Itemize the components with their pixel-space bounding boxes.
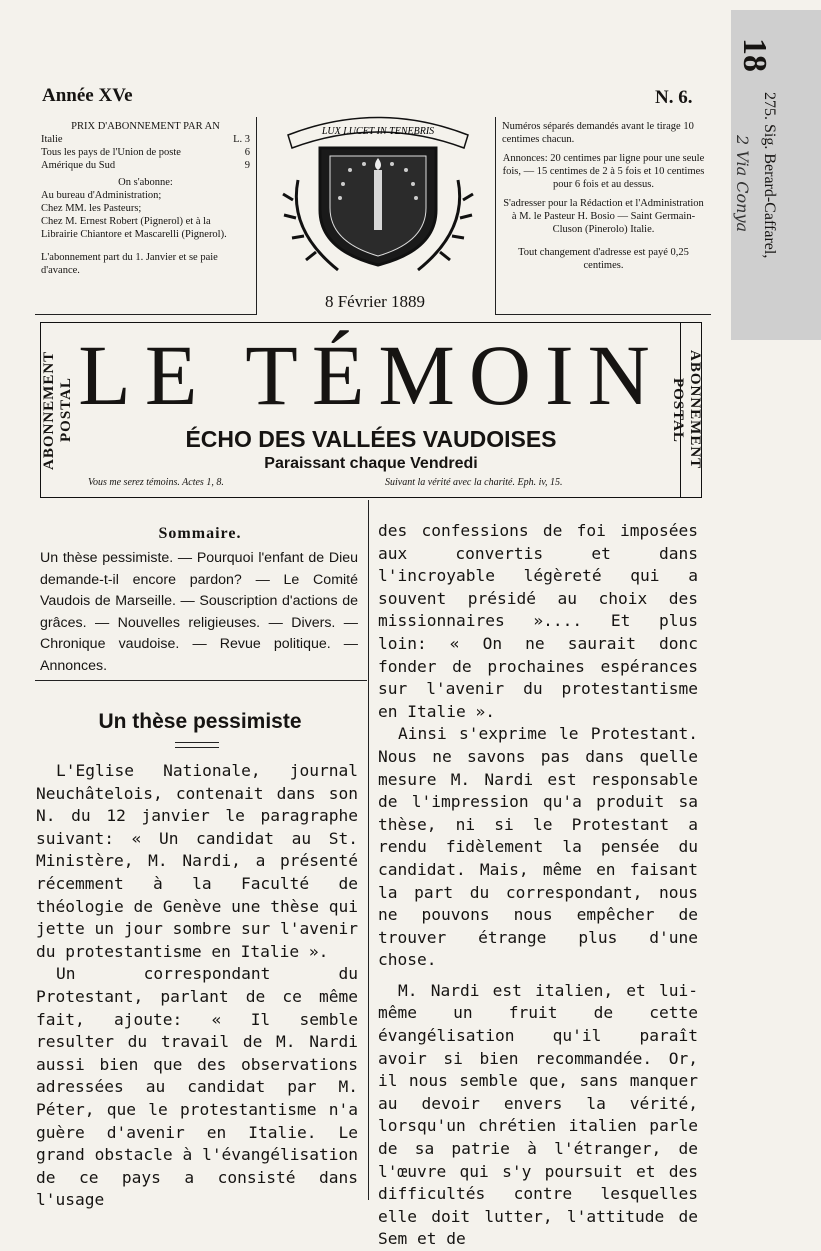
sommaire-heading: Sommaire. — [158, 525, 242, 542]
paragraph: Un correspondant du Protestant, parlant de ce même fait, ajoute: « Il semble resulter du travail de M. Nardi aussi bien que des observations adressées au candidat par M. Péter, que le protestantisme n'a guère d'avenir en Italie. Le grand obstacle à l'évangélisation de ce pays a consisté dans l'usage — [36, 964, 358, 1210]
motto-left: Vous me serez témoins. Actes 1, 8. — [88, 477, 224, 488]
strip-handwritten: 2 Via Conya — [733, 135, 752, 233]
subscribe-line: Chez M. Ernest Robert (Pignerol) et à la Librairie Chiantore et Mascarelli (Pignerol). — [41, 216, 227, 240]
subscription-footer: L'abonnement part du 1. Janvier et se paie d'avance. — [41, 252, 218, 276]
motto-right: Suivant la vérité avec la charité. Eph. iv, 15. — [385, 477, 563, 488]
price-row: Amérique du Sud 9 — [41, 160, 250, 171]
strip-number: 18 — [736, 38, 773, 72]
title-rule — [175, 742, 219, 748]
candle-icon — [374, 170, 382, 230]
side-label-right: ABONNEMENT POSTAL — [680, 322, 703, 498]
newspaper-subtitle: ÉCHO DES VALLÉES VAUDOISES — [185, 426, 557, 452]
price-row: Italie L. 3 — [41, 134, 250, 145]
issue-number: N. 6. — [655, 87, 693, 108]
price-row: Tous les pays de l'Union de poste 6 — [41, 147, 250, 158]
paragraph: M. Nardi est italien, et lui-même un fruit de cette évangélisation qu'il paraît avoir si bien recommandée. Or, il nous semble que, sans manquer au devoir envers la vérité, lorsqu'un chrétien italien parle de sa patrie à l'étranger, de l'œuvre qui s'y poursuit et des difficultés contre lesquelles elle doit lutter, l'attitude de Sem et de — [378, 980, 698, 1249]
article-column-1 — [36, 760, 358, 1212]
divider — [35, 680, 367, 681]
side-label-left: ABONNEMENT POSTAL — [40, 322, 63, 498]
column-divider — [368, 500, 369, 1200]
emblem-illustration — [268, 100, 488, 280]
newspaper-title: LE TÉMOIN — [78, 327, 664, 423]
subscribe-line: Chez MM. les Pasteurs; — [41, 203, 142, 214]
info-line: Numéros séparés demandés avant le tirage 10 centimes chacun. — [502, 121, 694, 145]
subscription-heading: PRIX D'ABONNEMENT PAR AN — [71, 121, 220, 132]
year-label: Année XVe — [42, 85, 133, 106]
info-line: Tout changement d'adresse est payé 0,25 centimes. — [518, 247, 689, 271]
article-column-2 — [378, 520, 698, 1251]
info-box — [495, 117, 711, 315]
subscription-box — [35, 117, 257, 315]
subscribe-line: Au bureau d'Administration; — [41, 190, 162, 201]
paragraph: Ainsi s'exprime le Protestant. Nous ne savons pas dans quelle mesure M. Nardi est responsable de l'impression qu'a produit sa thèse, ni si le Protestant a rendu fidèlement la pensée du candidat. Mais, même en faisant la part du correspondant, nous ne pouvons nous empêcher de trouver étrange plus d'une chose. — [378, 724, 698, 970]
paragraph: L'Eglise Nationale, journal Neuchâtelois, contenait dans son N. du 12 janvier le paragraphe suivant: « Un candidat au St. Ministère, M. Nardi, a présenté récemment à la Faculté de théologie de Genève une thèse qui jette un jour sombre sur l'avenir du protestantisme en Italie ». — [36, 761, 358, 961]
info-line: Annonces: 20 centimes par ligne pour une seule fois, — 15 centimes de 2 à 5 fois et 10 centimes pour 6 fois et au dessus. — [502, 153, 705, 190]
paragraph: des confessions de foi imposées aux convertis et dans l'incroyable légèreté qui a souvent présidé au choix des missionnaires ».... Et plus loin: « On ne saurait donc fonder de prochaines espérances sur l'avenir du protestantisme en Italie ». — [378, 521, 698, 721]
subscribe-heading: On s'abonne: — [118, 177, 173, 188]
strip-address-line: 275. Sig. Berard-Caffarel, — [761, 92, 778, 259]
sommaire-text: Un thèse pessimiste. — Pourquoi l'enfant de Dieu demande-t-il encore pardon? — Le Comité Vaudois de Marseille. — Souscription d'actions de grâces. — Nouvelles religieuses. — Divers. — Chronique vaudoise. — Revue politique. — Annonces. — [40, 550, 358, 674]
article-title: Un thèse pessimiste — [98, 710, 302, 733]
issue-date: 8 Février 1889 — [324, 292, 426, 311]
emblem-motto: LUX LUCET IN TENEBRIS — [321, 126, 435, 137]
info-line: S'adresser pour la Rédaction et l'Administration à M. le Pasteur H. Bosio — Saint Germain-Cluson (Pinerolo) Italie. — [503, 198, 704, 235]
publication-frequency: Paraissant chaque Vendredi — [264, 455, 478, 472]
